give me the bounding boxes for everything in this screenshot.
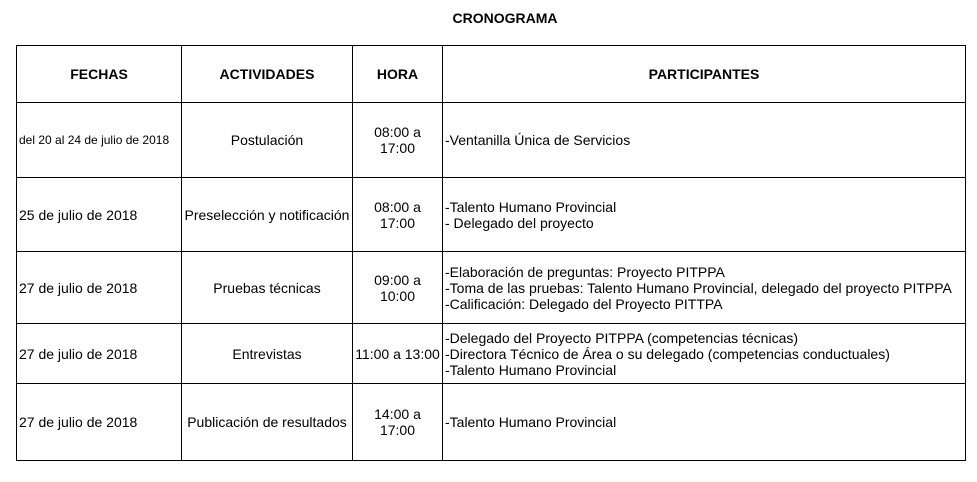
actividad-cell: Postulación: [182, 103, 353, 178]
participantes-cell: [443, 103, 966, 178]
page-title: CRONOGRAMA: [452, 10, 558, 26]
participante-line: -Toma de las pruebas: Talento Humano Provincial, delegado del proyecto PITPPA: [445, 279, 952, 296]
actividad-cell: Preselección y notificación: [182, 178, 353, 252]
participante-line: -Talento Humano Provincial: [445, 198, 617, 215]
fecha-cell: 25 de julio de 2018: [17, 178, 182, 252]
table-row: [17, 324, 966, 384]
column-header-participantes: PARTICIPANTES: [443, 46, 966, 103]
hora-cell: 11:00 a 13:00: [353, 324, 443, 384]
hora-cell: 09:00 a 10:00: [353, 252, 443, 324]
fecha-cell: del 20 al 24 de julio de 2018: [17, 103, 182, 178]
participante-line: -Ventanilla Única de Servicios: [445, 132, 631, 148]
participante-line: -Elaboración de preguntas: Proyecto PITPPA: [445, 263, 725, 280]
fecha-cell: 27 de julio de 2018: [17, 384, 182, 461]
participante-line: -Delegado del Proyecto PITPPA (competencias técnicas): [445, 329, 799, 346]
participante-line: -Directora Técnico de Área o su delegado (competencias conductuales): [445, 345, 890, 362]
participantes-cell: [443, 178, 966, 252]
column-header-actividades: ACTIVIDADES: [182, 46, 353, 103]
table-row: [17, 103, 966, 178]
participante-line: -Talento Humano Provincial: [445, 361, 617, 378]
hora-cell: 08:00 a 17:00: [353, 103, 443, 178]
table-header-row: [17, 46, 966, 103]
participantes-cell: [443, 252, 966, 324]
hora-cell: 14:00 a 17:00: [353, 384, 443, 461]
fecha-cell: 27 de julio de 2018: [17, 252, 182, 324]
table-row: [17, 252, 966, 324]
participante-line: - Delegado del proyecto: [445, 214, 594, 231]
fecha-cell: 27 de julio de 2018: [17, 324, 182, 384]
actividad-cell: Entrevistas: [182, 324, 353, 384]
column-header-fechas: FECHAS: [17, 46, 182, 103]
hora-cell: 08:00 a 17:00: [353, 178, 443, 252]
participantes-cell: [443, 324, 966, 384]
participante-line: -Calificación: Delegado del Proyecto PITTPA: [445, 295, 723, 312]
schedule-table: [16, 45, 966, 461]
table-row: [17, 178, 966, 252]
table-row: [17, 384, 966, 461]
actividad-cell: Pruebas técnicas: [182, 252, 353, 324]
actividad-cell: Publicación de resultados: [182, 384, 353, 461]
column-header-hora: HORA: [353, 46, 443, 103]
participante-line: -Talento Humano Provincial: [445, 414, 617, 430]
participantes-cell: [443, 384, 966, 461]
